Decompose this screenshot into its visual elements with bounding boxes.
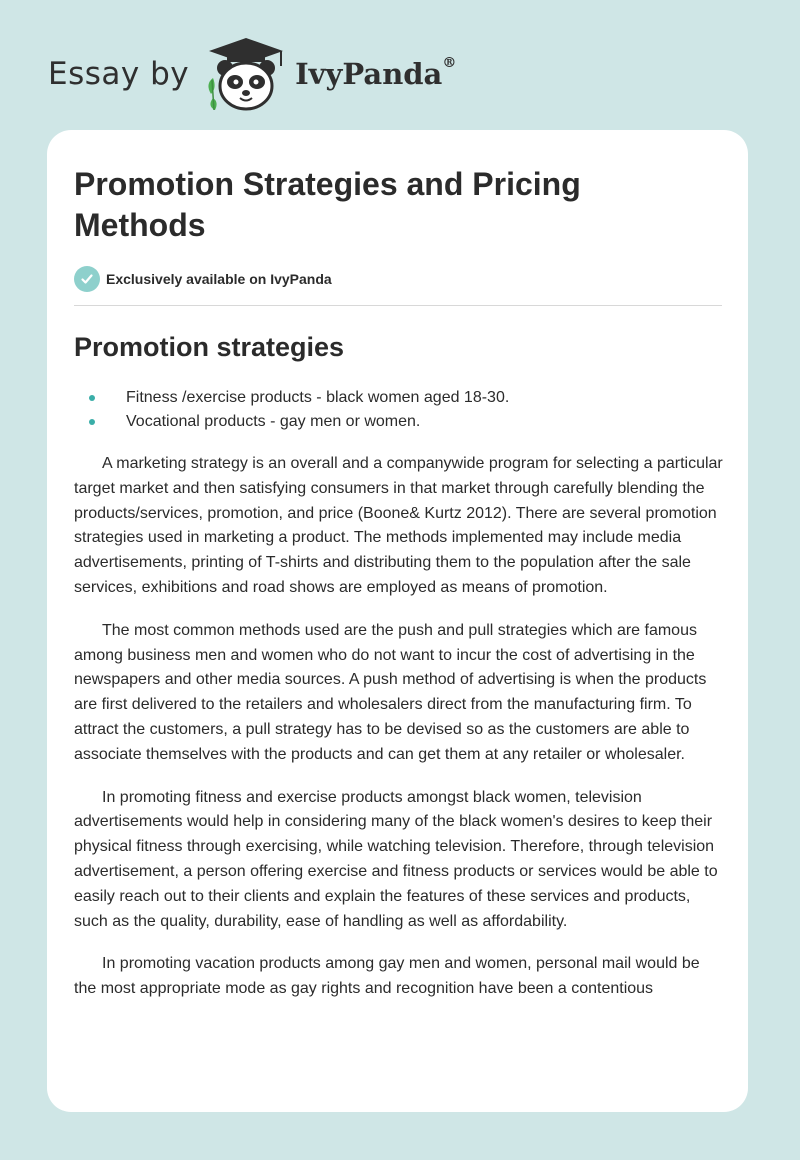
- brand-name[interactable]: [295, 57, 456, 91]
- bullet-dot-icon: [89, 419, 95, 425]
- brand-text: IvyPanda: [295, 57, 443, 91]
- paragraph: In promoting vacation products among gay men and women, personal mail would be the most appropriate mode as gay rights and recognition have been a contentious: [74, 955, 700, 998]
- section-heading: Promotion strategies: [74, 332, 345, 362]
- exclusive-notice: [74, 265, 721, 293]
- check-icon: [74, 266, 100, 292]
- paragraph: In promoting fitness and exercise products amongst black women, television advertisements would help in considering many of the black women's desires to keep their physical fitness through exercising, while watching television. Therefore, through television advertisement, a person offering exercise and fitness products or services would be able to easily reach out to their clients and explain the features of these services and products, such as the quality, durability, ease of handling as well as affordability.: [74, 788, 718, 930]
- bullet-dot-icon: [89, 395, 95, 401]
- list-item: [74, 410, 721, 434]
- site-header: [48, 34, 456, 114]
- exclusive-label: Exclusively available on IvyPanda: [106, 271, 332, 287]
- list-item-text: Fitness /exercise products - black women aged 18-30.: [126, 389, 510, 406]
- registered-mark: ®: [442, 55, 457, 71]
- paragraph: The most common methods used are the push and pull strategies which are famous among business men and women who do not want to incur the cost of advertising in the newspapers and other media sources. A push method of advertising is when the products are first delivered to the retailers and wholesalers direct from the manufacturing firm. To attract the customers, a pull strategy has to be devised so as the customers are able to associate themselves with the products and can get them at any retailer or wholesaler.: [74, 621, 707, 763]
- essay-title: Promotion Strategies and Pricing Methods: [74, 166, 581, 243]
- essay-by-label: Essay by: [48, 56, 190, 92]
- panda-logo-icon[interactable]: [203, 36, 289, 112]
- divider: [74, 305, 722, 306]
- essay-card: [47, 130, 748, 1112]
- paragraph: A marketing strategy is an overall and a companywide program for selecting a particular target market and then satisfying consumers in that market through carefully blending the products/services, promotion, and price (Boone& Kurtz 2012). There are several promotion strategies used in marketing a product. The methods implemented may include media advertisements, printing of T-shirts and distributing them to the population after the sale services, exhibitions and road shows are employed as means of promotion.: [74, 455, 723, 596]
- list-item: [74, 386, 721, 410]
- bullet-list: [74, 386, 721, 434]
- list-item-text: Vocational products - gay men or women.: [126, 413, 421, 430]
